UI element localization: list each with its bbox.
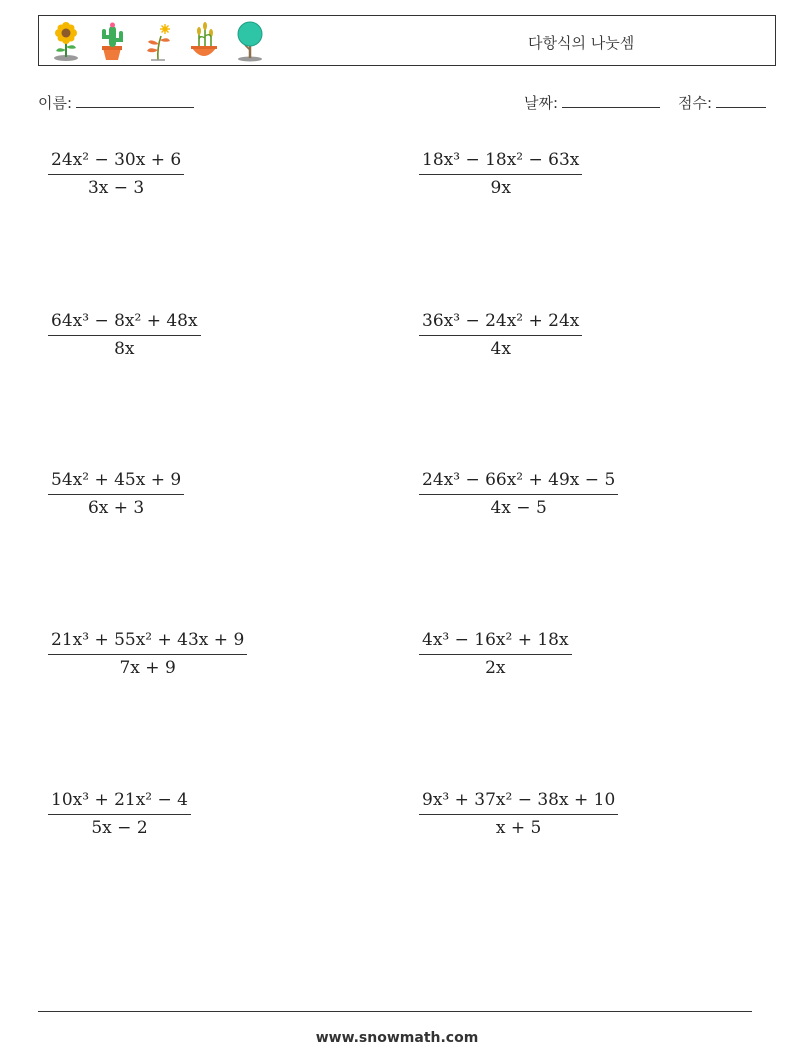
tree-icon [231, 20, 269, 62]
numerator: 18x³ − 18x² − 63x [419, 150, 582, 175]
footer-divider [38, 1011, 752, 1012]
numerator: 24x³ − 66x² + 49x − 5 [419, 470, 618, 495]
numerator: 10x³ + 21x² − 4 [48, 790, 191, 815]
denominator: 6x + 3 [87, 498, 145, 518]
numerator: 21x³ + 55x² + 43x + 9 [48, 630, 247, 655]
name-label: 이름: [38, 94, 73, 112]
denominator: 5x − 2 [91, 818, 148, 838]
score-field[interactable] [678, 92, 766, 113]
worksheet-header [38, 15, 776, 66]
denominator: x + 5 [495, 818, 542, 838]
denominator: 4x [490, 339, 511, 359]
numerator: 36x³ − 24x² + 24x [419, 311, 582, 336]
denominator: 3x − 3 [87, 178, 145, 198]
potted-wheat-icon [185, 20, 223, 62]
score-label: 점수: [678, 94, 713, 112]
denominator: 2x [485, 658, 506, 678]
name-field[interactable] [38, 92, 194, 113]
footer-site: www.snowmath.com [315, 1030, 479, 1046]
flower-sprout-icon [139, 20, 177, 62]
name-blank[interactable] [76, 93, 194, 108]
date-blank[interactable] [562, 93, 660, 108]
denominator: 9x [490, 178, 511, 198]
problem-1 [48, 150, 184, 198]
numerator: 9x³ + 37x² − 38x + 10 [419, 790, 618, 815]
problem-4 [419, 311, 582, 359]
problem-9 [48, 790, 191, 838]
numerator: 24x² − 30x + 6 [48, 150, 184, 175]
score-blank[interactable] [716, 93, 766, 108]
problem-2 [419, 150, 582, 198]
problem-10 [419, 790, 618, 838]
worksheet-title: 다항식의 나눗셈 [528, 34, 635, 52]
problem-6 [419, 470, 618, 518]
problem-3 [48, 311, 201, 359]
date-label: 날짜: [524, 94, 559, 112]
cactus-icon [93, 20, 131, 62]
numerator: 54x² + 45x + 9 [48, 470, 184, 495]
denominator: 4x − 5 [490, 498, 547, 518]
problem-7 [48, 630, 247, 678]
denominator: 7x + 9 [119, 658, 176, 678]
header-icons [47, 20, 269, 62]
problem-5 [48, 470, 184, 518]
denominator: 8x [114, 339, 135, 359]
numerator: 4x³ − 16x² + 18x [419, 630, 572, 655]
numerator: 64x³ − 8x² + 48x [48, 311, 201, 336]
sunflower-icon [47, 20, 85, 62]
date-field[interactable] [524, 92, 660, 113]
problem-8 [419, 630, 572, 678]
